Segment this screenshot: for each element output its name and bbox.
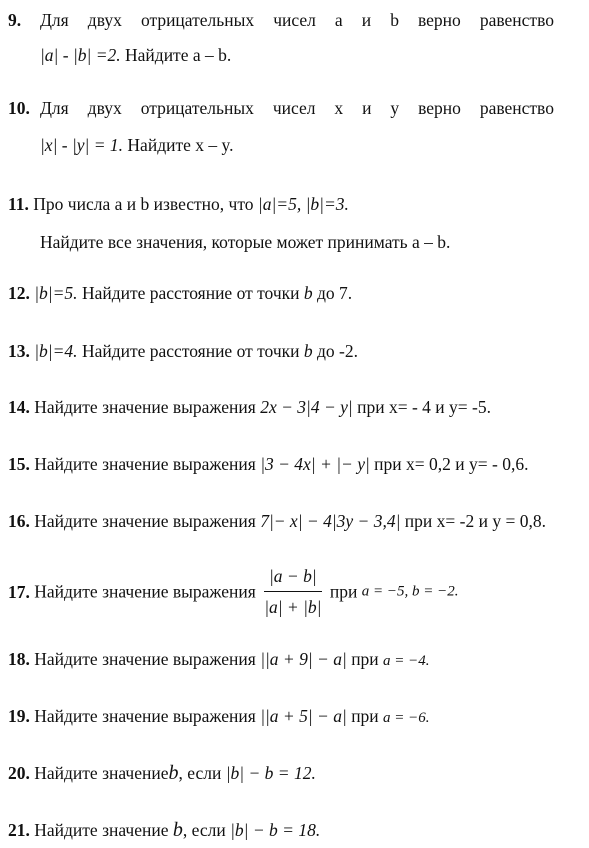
problem-number: 21. [8,820,30,840]
problem-18 [8,648,430,672]
math-expression: ||a + 9| − a| [260,649,347,669]
math-variable: b [303,341,313,361]
word: Для [40,10,69,30]
problem-10-line2 [40,134,234,156]
problem-text: Найдите значение выражения [34,649,256,669]
problem-text: до 7. [312,283,353,303]
problem-number: 14. [8,397,30,417]
word: y [390,98,400,118]
math-expression: |b| − b = 18. [230,820,321,840]
math-expression: |a| - |b| =2. [40,45,121,65]
word: верно [418,10,461,30]
problem-15 [8,453,528,475]
word: и [362,98,372,118]
problem-text: при [351,706,379,726]
problem-9-line1 [40,9,554,31]
problem-9 [8,9,21,31]
problem-number: 13. [8,341,30,361]
math-variable: b [172,819,183,841]
problem-number: 19. [8,706,30,726]
problem-text: Найдите x – y. [123,135,234,155]
problem-text: Найдите a – b. [120,45,232,65]
problem-11 [8,193,349,215]
math-variable: b [303,283,313,303]
problem-11-line2 [40,231,450,253]
problem-number: 20. [8,763,30,783]
math-expression: 7|− x| − 4|3y − 3,4| [260,511,401,531]
problem-number: 18. [8,649,30,669]
problem-13 [8,340,358,362]
word: Для [40,98,69,118]
problem-number: 10. [8,98,30,118]
word: двух [87,98,122,118]
problem-text: Найдите значение выражения [34,581,256,602]
word: b [390,10,399,30]
problem-text: Найдите расстояние от точки [77,341,300,361]
math-expression: |b| − b = 12. [225,763,316,783]
problem-12 [8,282,352,304]
problem-20 [8,762,316,784]
problem-text: Про числа a и b известно, что [33,194,254,214]
math-expression: 2x − 3|4 − y| [260,397,353,417]
problem-text: , если [182,820,226,840]
problem-text: при x= -2 и y = 0,8. [404,511,546,531]
math-variable: b [168,762,179,784]
math-expression: |b|=4. [34,341,78,361]
word: x [334,98,344,118]
math-expression: |3 − 4x| + |− y| [260,454,370,474]
problem-text: Найдите значение выражения [34,706,256,726]
word: равенство [479,10,554,30]
math-expression: |a|=5, |b|=3. [257,194,349,214]
math-expression: |x| - |y| = 1. [40,135,124,155]
problem-text: Найдите значение выражения [34,511,256,531]
word: и [361,10,372,30]
problem-text: при x= - 4 и y= -5. [357,397,491,417]
problem-text: при [351,649,379,669]
math-condition: a = −6. [383,710,430,726]
problem-text: при [329,581,358,602]
problem-text: Найдите значение [34,820,169,840]
fraction-denominator: |a| + |b| [264,597,322,617]
problem-text: Найдите все значения, которые может принимать a – b. [40,232,451,252]
math-condition: a = −4. [383,653,430,669]
problem-text: до -2. [312,341,358,361]
problem-text: Найдите значение [34,763,169,783]
word: равенство [479,98,554,118]
fraction [264,563,321,620]
problem-number: 9. [8,10,22,30]
problem-17 [8,563,458,620]
problem-19 [8,705,430,729]
problem-number: 12. [8,283,30,303]
problem-9-line2 [40,44,231,66]
problem-number: 17. [8,581,30,602]
problem-21 [8,819,320,841]
problem-text: Найдите расстояние от точки [77,283,300,303]
word: чисел [272,98,316,118]
problem-number: 11. [8,194,29,214]
problem-16 [8,510,546,532]
fraction-numerator: |a − b| [264,563,321,592]
word: отрицательных [140,10,255,30]
problem-text: Найдите значение выражения [34,397,256,417]
word: a [334,10,343,30]
word: верно [418,98,461,118]
word: чисел [273,10,316,30]
problem-text: при x= 0,2 и y= - 0,6. [374,454,529,474]
problem-number: 16. [8,511,30,531]
math-expression: |b|=5. [34,283,78,303]
problem-10 [8,97,30,119]
math-expression: ||a + 5| − a| [260,706,347,726]
word: двух [87,10,122,30]
problem-text: Найдите значение выражения [34,454,256,474]
problem-14 [8,396,491,418]
word: отрицательных [140,98,254,118]
problem-10-line1 [40,97,554,119]
problem-text: , если [178,763,222,783]
math-condition: a = −5, b = −2. [361,583,459,600]
problem-number: 15. [8,454,30,474]
